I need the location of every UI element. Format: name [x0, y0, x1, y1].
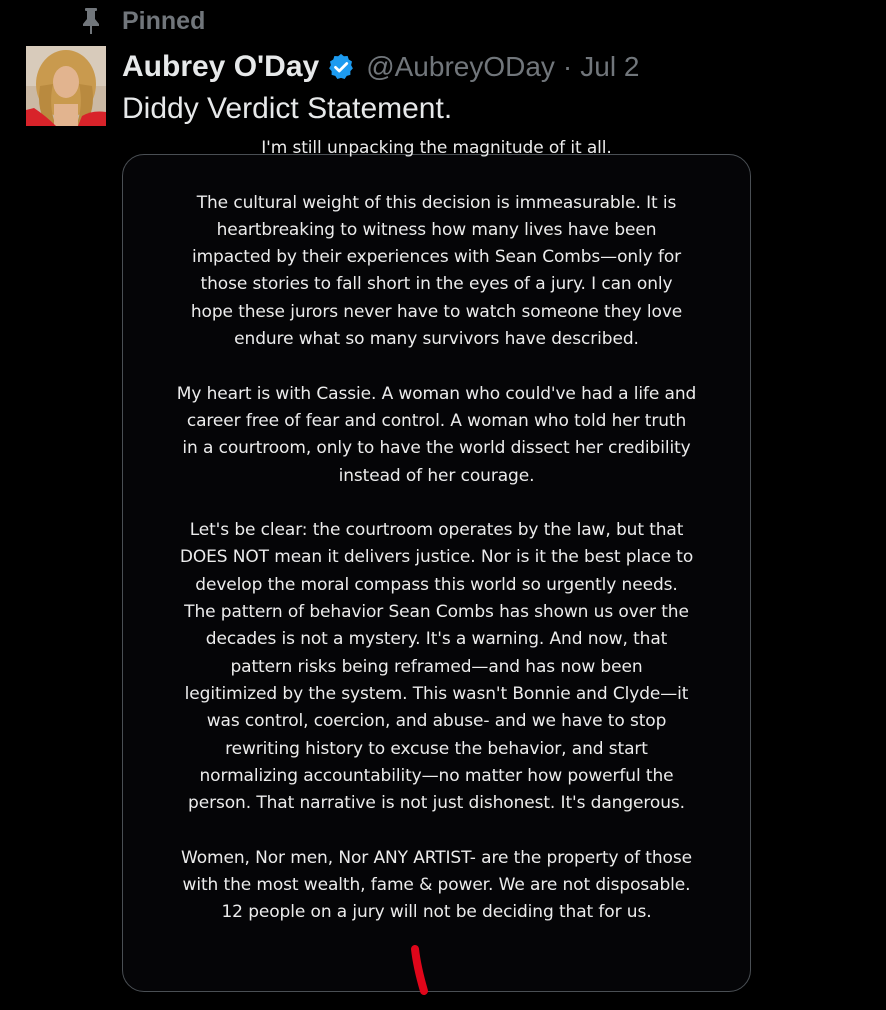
statement-line: I'm still unpacking the magnitude of it all. [261, 138, 612, 158]
statement-line: My heart is with Cassie. A woman who could've had a life and [176, 383, 697, 404]
statement-paragraph [123, 381, 750, 490]
post-date[interactable]: Jul 2 [580, 51, 640, 82]
statement-line: develop the moral compass this world so urgently needs. [195, 574, 678, 595]
verified-badge-icon[interactable] [326, 52, 356, 82]
statement-line: DOES NOT mean it delivers justice. Nor is it the best place to [179, 547, 694, 568]
statement-line: hope these jurors never have to watch someone they love [190, 301, 683, 322]
post-header [122, 48, 639, 86]
statement-line: 12 people on a jury will not be deciding that for us. [221, 902, 652, 923]
statement-line: those stories to fall short in the eyes of a jury. I can only [200, 274, 673, 295]
statement-line: with the most wealth, fame & power. We are not disposable. [182, 875, 691, 896]
statement-line: The pattern of behavior Sean Combs has shown us over the [184, 602, 689, 623]
statement-text [123, 135, 750, 954]
statement-line: heartbreaking to witness how many lives have been [216, 219, 657, 240]
statement-line: person. That narrative is not just dishonest. It's dangerous. [188, 793, 685, 814]
pin-icon [78, 6, 104, 36]
avatar[interactable] [26, 46, 106, 126]
statement-line: decades is not a mystery. It's a warning. And now, that [205, 629, 668, 650]
statement-line: normalizing accountability—no matter how powerful the [199, 765, 674, 786]
statement-paragraph [123, 517, 750, 817]
pinned-indicator [78, 4, 205, 38]
statement-line: impacted by their experiences with Sean Combs—only for [191, 247, 682, 268]
author-handle[interactable]: @AubreyODay [366, 51, 555, 82]
post-text: Diddy Verdict Statement. [122, 92, 453, 125]
statement-line: The cultural weight of this decision is immeasurable. It is [196, 192, 677, 213]
statement-line: in a courtroom, only to have the world dissect her credibility [182, 438, 691, 459]
statement-line: pattern risks being reframed—and has now been [230, 656, 643, 677]
statement-line: career free of fear and control. A woman who told her truth [186, 410, 687, 431]
statement-line: endure what so many survivors have described. [234, 329, 639, 350]
statement-line: instead of her courage. [338, 465, 535, 486]
pinned-label: Pinned [122, 6, 206, 35]
red-mark-annotation [408, 945, 438, 991]
statement-line: Let's be clear: the courtroom operates by the law, but that [189, 520, 684, 541]
display-name[interactable]: Aubrey O'Day [122, 50, 320, 83]
statement-paragraph [123, 190, 750, 354]
post-media-image[interactable] [122, 138, 751, 992]
statement-paragraph [123, 135, 750, 162]
statement-paragraph [123, 845, 750, 927]
header-separator: · [562, 51, 573, 82]
statement-line: rewriting history to excuse the behavior, and start [225, 738, 648, 759]
statement-line: Women, Nor men, Nor ANY ARTIST- are the property of those [181, 847, 692, 868]
statement-line: legitimized by the system. This wasn't Bonnie and Clyde—it [184, 683, 689, 704]
statement-line: was control, coercion, and abuse- and we have to stop [206, 711, 667, 732]
